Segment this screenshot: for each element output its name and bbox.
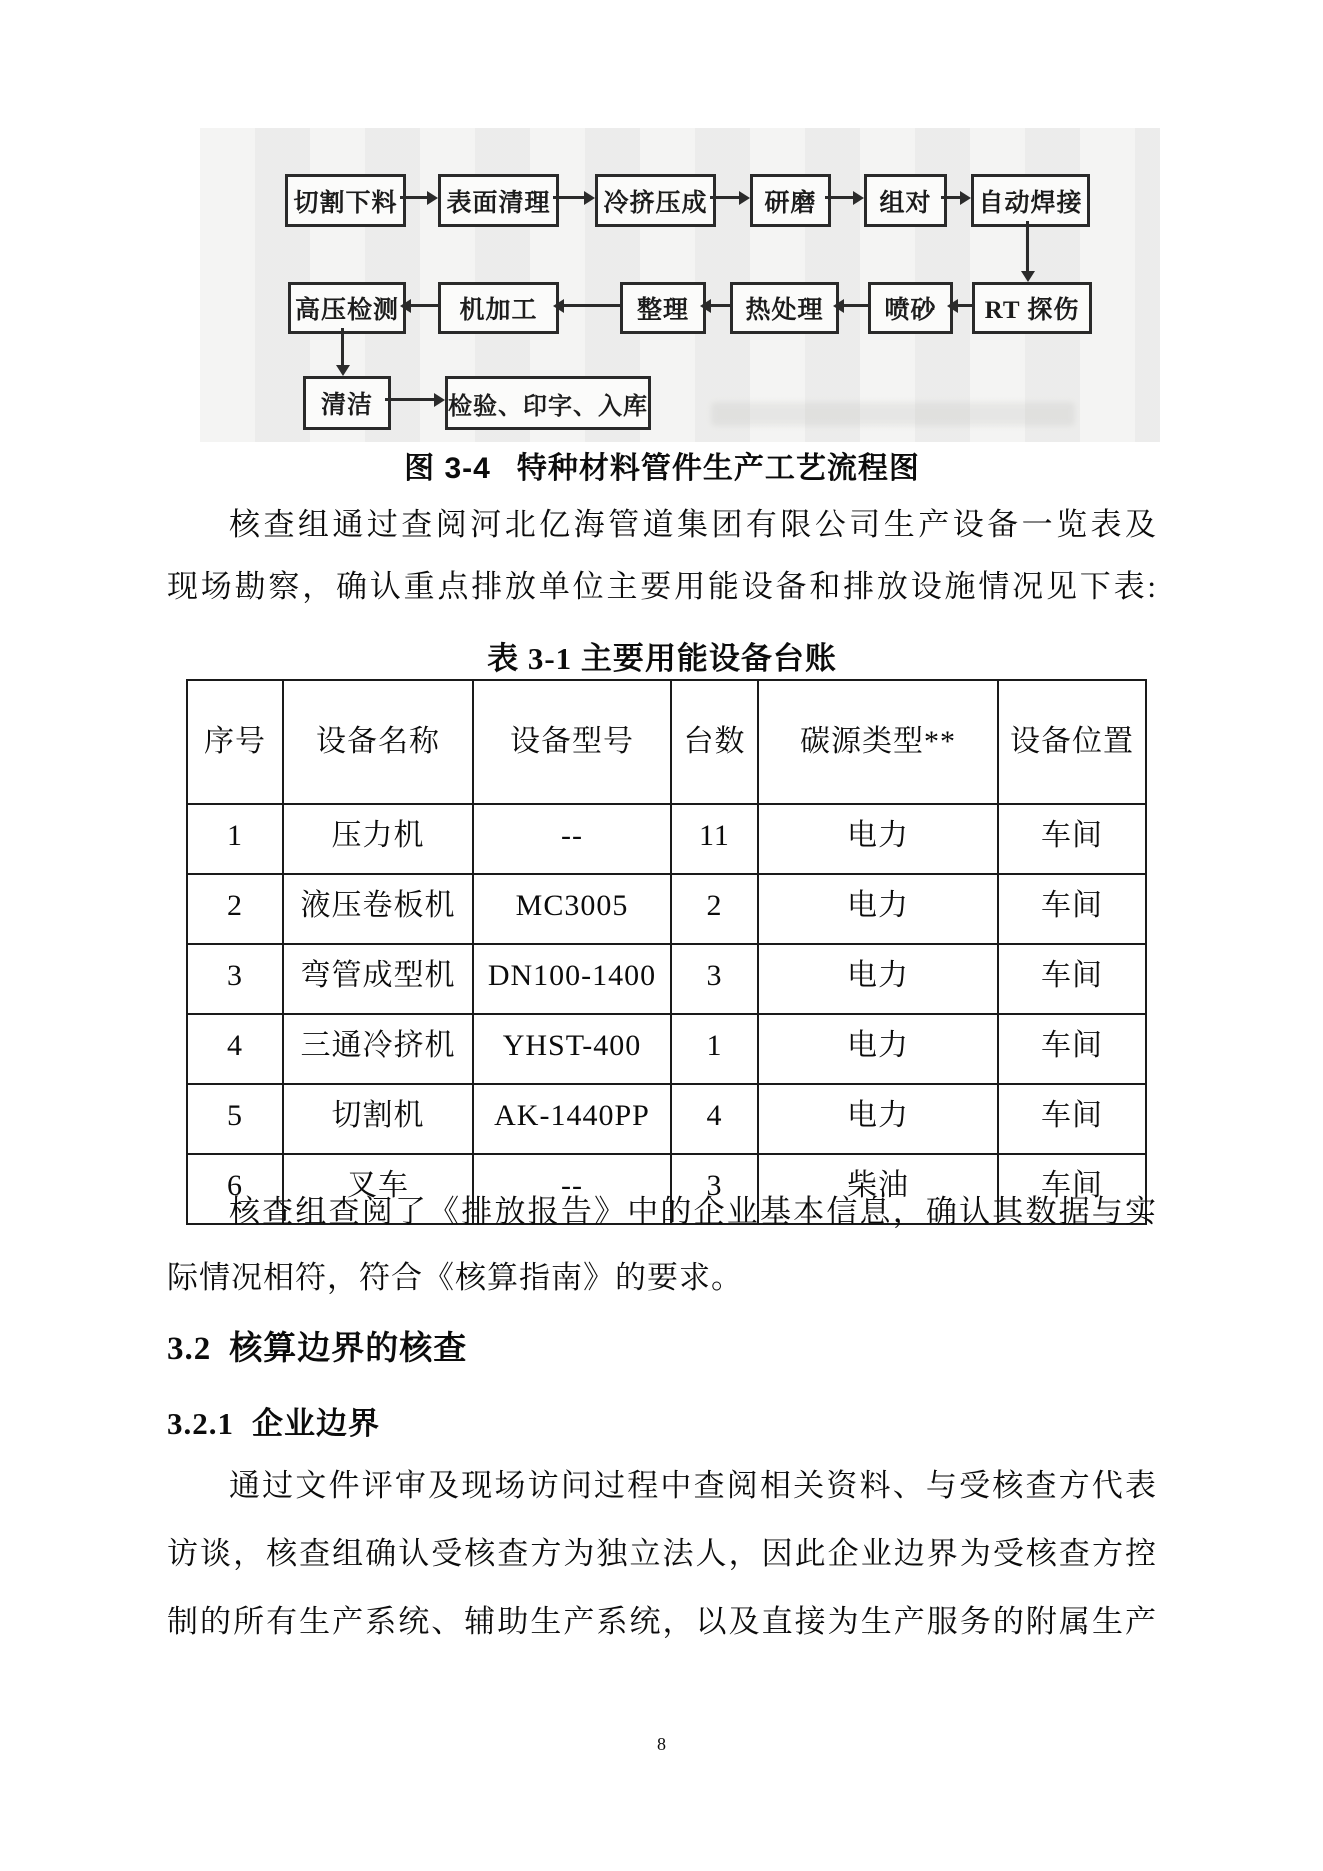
cell-carbon-source: 电力	[758, 1014, 998, 1084]
flow-node-auto-welding: 自动焊接	[971, 174, 1090, 227]
cell-location: 车间	[998, 874, 1146, 944]
flow-node-cutting: 切割下料	[285, 174, 406, 227]
flow-node-cleaning: 清洁	[303, 376, 391, 430]
cell-carbon-source: 电力	[758, 1084, 998, 1154]
flow-node-surface-cleaning: 表面清理	[438, 174, 559, 227]
cell-count: 3	[671, 1154, 758, 1224]
cell-carbon-source: 电力	[758, 944, 998, 1014]
flow-node-rt-inspection: RT 探伤	[972, 282, 1092, 334]
figure-caption	[167, 443, 1157, 487]
cell-location: 车间	[998, 804, 1146, 874]
col-header-device-name: 设备名称	[283, 680, 473, 804]
table-row	[187, 1084, 1146, 1154]
flow-arrow-left-icon	[563, 304, 620, 307]
flow-node-grinding: 研磨	[750, 174, 831, 227]
flow-arrow-right-icon	[400, 196, 428, 199]
cell-model: YHST-400	[473, 1014, 671, 1084]
flow-arrow-left-icon	[410, 304, 438, 307]
cell-device-name: 液压卷板机	[283, 874, 473, 944]
section-number: 3.2	[167, 1331, 212, 1367]
cell-index: 5	[187, 1084, 283, 1154]
cell-model: --	[473, 1154, 671, 1224]
equipment-table	[186, 679, 1147, 1225]
col-header-location: 设备位置	[998, 680, 1146, 804]
cell-location: 车间	[998, 1084, 1146, 1154]
paragraph-line: 核查组通过查阅河北亿海管道集团有限公司生产设备一览表及	[229, 507, 1157, 542]
cell-index: 3	[187, 944, 283, 1014]
figure-caption-title: 特种材料管件生产工艺流程图	[516, 452, 920, 485]
cell-count: 3	[671, 944, 758, 1014]
section-number: 3.2.1	[167, 1406, 234, 1441]
cell-model: --	[473, 804, 671, 874]
cell-count: 2	[671, 874, 758, 944]
cell-carbon-source: 电力	[758, 804, 998, 874]
flow-arrow-left-icon	[957, 304, 972, 307]
paragraph-line: 访谈，核查组确认受核查方为独立法人，因此企业边界为受核查方控	[167, 1536, 1157, 1571]
flow-node-tidying: 整理	[620, 282, 706, 334]
paragraph-line: 现场勘察，确认重点排放单位主要用能设备和排放设施情况见下表:	[167, 569, 1157, 604]
cell-location: 车间	[998, 1014, 1146, 1084]
flow-node-pairing: 组对	[864, 174, 947, 227]
flow-arrow-down-icon	[1026, 221, 1029, 272]
cell-count: 4	[671, 1084, 758, 1154]
cell-index: 2	[187, 874, 283, 944]
flow-node-high-pressure-test: 高压检测	[288, 282, 406, 334]
flow-node-sandblasting: 喷砂	[868, 282, 953, 334]
cell-device-name: 压力机	[283, 804, 473, 874]
paragraph-line: 核查组查阅了《排放报告》中的企业基本信息，确认其数据与实	[229, 1194, 1157, 1229]
table-row	[187, 1014, 1146, 1084]
paragraph-line: 通过文件评审及现场访问过程中查阅相关资料、与受核查方代表	[229, 1468, 1157, 1503]
flow-arrow-right-icon	[825, 196, 854, 199]
cell-device-name: 弯管成型机	[283, 944, 473, 1014]
figure-caption-label: 图 3-4	[404, 452, 491, 485]
cell-count: 11	[671, 804, 758, 874]
cell-index: 1	[187, 804, 283, 874]
cell-model: DN100-1400	[473, 944, 671, 1014]
table-title: 表 3-1 主要用能设备台账	[487, 641, 837, 676]
cell-device-name: 叉车	[283, 1154, 473, 1224]
cell-location: 车间	[998, 1154, 1146, 1224]
flow-arrow-right-icon	[385, 398, 435, 401]
cell-index: 6	[187, 1154, 283, 1224]
cell-carbon-source: 柴油	[758, 1154, 998, 1224]
cell-device-name: 切割机	[283, 1084, 473, 1154]
cell-model: MC3005	[473, 874, 671, 944]
flow-node-machining: 机加工	[438, 282, 559, 334]
cell-model: AK-1440PP	[473, 1084, 671, 1154]
paragraph-line: 制的所有生产系统、辅助生产系统，以及直接为生产服务的附属生产	[167, 1604, 1157, 1639]
table-header-row	[187, 680, 1146, 804]
section-title: 企业边界	[252, 1406, 380, 1441]
section-heading-3-2-1	[167, 1398, 1157, 1443]
page-number: 8	[657, 1734, 666, 1754]
col-header-model: 设备型号	[473, 680, 671, 804]
flow-arrow-left-icon	[843, 304, 868, 307]
flow-node-cold-extrusion: 冷挤压成	[595, 174, 716, 227]
flow-arrow-down-icon	[341, 328, 344, 366]
flow-arrow-right-icon	[553, 196, 585, 199]
col-header-count: 台数	[671, 680, 758, 804]
cell-device-name: 三通冷挤机	[283, 1014, 473, 1084]
cell-count: 1	[671, 1014, 758, 1084]
col-header-carbon-source: 碳源类型**	[758, 680, 998, 804]
flow-node-inspection-marking-storage: 检验、印字、入库	[445, 376, 651, 430]
process-flow-diagram	[200, 128, 1160, 442]
cell-carbon-source: 电力	[758, 874, 998, 944]
table-row	[187, 874, 1146, 944]
flow-arrow-right-icon	[710, 196, 740, 199]
paragraph-line: 际情况相符，符合《核算指南》的要求。	[167, 1260, 743, 1295]
section-heading-3-2	[167, 1322, 1157, 1369]
flow-arrow-right-icon	[941, 196, 961, 199]
flow-node-heat-treatment: 热处理	[730, 282, 839, 334]
scan-artifact	[711, 402, 1075, 426]
cell-location: 车间	[998, 944, 1146, 1014]
flow-arrow-left-icon	[710, 304, 730, 307]
table-row	[187, 804, 1146, 874]
section-title: 核算边界的核查	[229, 1331, 468, 1367]
cell-index: 4	[187, 1014, 283, 1084]
col-header-index: 序号	[187, 680, 283, 804]
table-row	[187, 944, 1146, 1014]
